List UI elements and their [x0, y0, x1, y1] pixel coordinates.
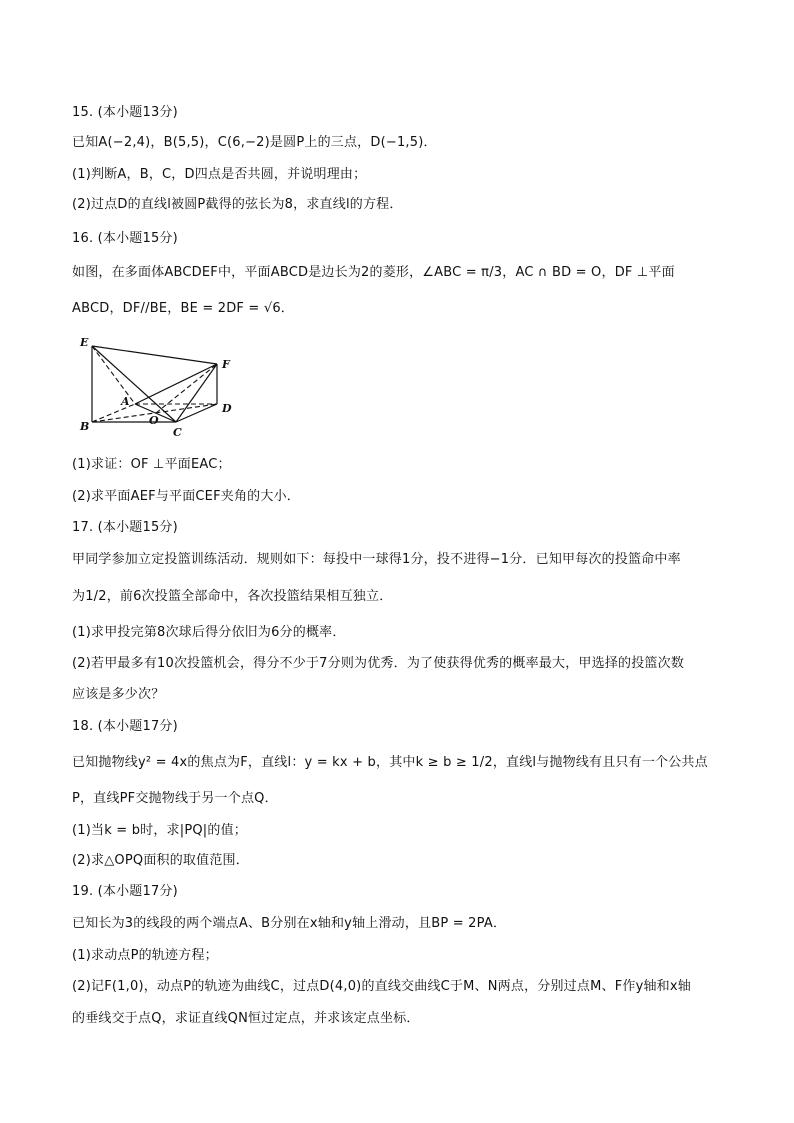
problem-19-heading: 19. (本小题17分) — [72, 884, 178, 899]
problem-15-line-2: (1)判断A，B，C，D四点是否共圆，并说明理由； — [72, 167, 367, 182]
problem-18-heading: 18. (本小题17分) — [72, 719, 178, 734]
figure-label-F: F — [222, 358, 230, 371]
problem-16-line-4: (2)求平面AEF与平面CEF夹角的大小． — [72, 489, 300, 504]
problem-17-line-3: (1)求甲投完第8次球后得分依旧为6分的概率． — [72, 625, 346, 640]
problem-17-line-4: (2)若甲最多有10次投篮机会，得分不少于7分则为优秀．为了使获得优秀的概率最大，甲选择的投篮次数 — [72, 656, 685, 671]
problem-16-line-1: 如图，在多面体ABCDEF中，平面ABCD是边长为2的菱形，∠ABC = π/3，AC ∩ BD = O，DF ⊥平面 — [72, 265, 675, 280]
problem-19-line-3: (2)记F(1,0)，动点P的轨迹为曲线C，过点D(4,0)的直线交曲线C于M、N两点，分别过点M、F作y轴和x轴 — [72, 979, 691, 994]
problem-15-heading: 15. (本小题13分) — [72, 105, 178, 120]
problem-17-line-2: 为1/2，前6次投篮全部命中，各次投篮结果相互独立． — [72, 589, 393, 604]
problem-18-line-3: (1)当k = b时，求|PQ|的值； — [72, 823, 247, 838]
figure-label-O: O — [149, 414, 159, 427]
figure-label-E: E — [80, 336, 89, 349]
problem-15-line-1: 已知A(−2,4)，B(5,5)，C(6,−2)是圆P上的三点，D(−1,5)． — [72, 135, 437, 150]
figure-label-D: D — [222, 402, 232, 415]
problem-18-line-4: (2)求△OPQ面积的取值范围． — [72, 853, 249, 868]
problem-16-heading: 16. (本小题15分) — [72, 231, 178, 246]
figure-label-C: C — [173, 426, 182, 439]
problem-16-line-2: ABCD，DF//BE，BE = 2DF = √6． — [72, 301, 295, 316]
problem-17-line-1: 甲同学参加立定投篮训练活动．规则如下：每投中一球得1分，投不进得−1分．已知甲每次的投篮命中率 — [72, 552, 681, 567]
problem-19-line-2: (1)求动点P的轨迹方程； — [72, 948, 218, 963]
problem-17-line-5: 应该是多少次？ — [72, 687, 165, 702]
problem-16-line-3: (1)求证：OF ⊥平面EAC； — [72, 457, 231, 472]
figure-label-A: A — [121, 395, 130, 408]
problem-18-line-1: 已知抛物线y² = 4x的焦点为F，直线l：y = kx + b，其中k ≥ b ≥ 1/2，直线l与抛物线有且只有一个公共点 — [72, 755, 708, 770]
problem-15-line-3: (2)过点D的直线l被圆P截得的弦长为8，求直线l的方程． — [72, 197, 403, 212]
polyhedron-figure — [72, 334, 252, 442]
problem-19-line-1: 已知长为3的线段的两个端点A、B分别在x轴和y轴上滑动，且BP = 2PA． — [72, 916, 507, 931]
problem-19-line-4: 的垂线交于点Q，求证直线QN恒过定点，并求该定点坐标． — [72, 1011, 420, 1026]
problem-18-line-2: P，直线PF交抛物线于另一个点Q． — [72, 791, 278, 806]
figure-label-B: B — [80, 420, 90, 433]
problem-17-heading: 17. (本小题15分) — [72, 520, 178, 535]
